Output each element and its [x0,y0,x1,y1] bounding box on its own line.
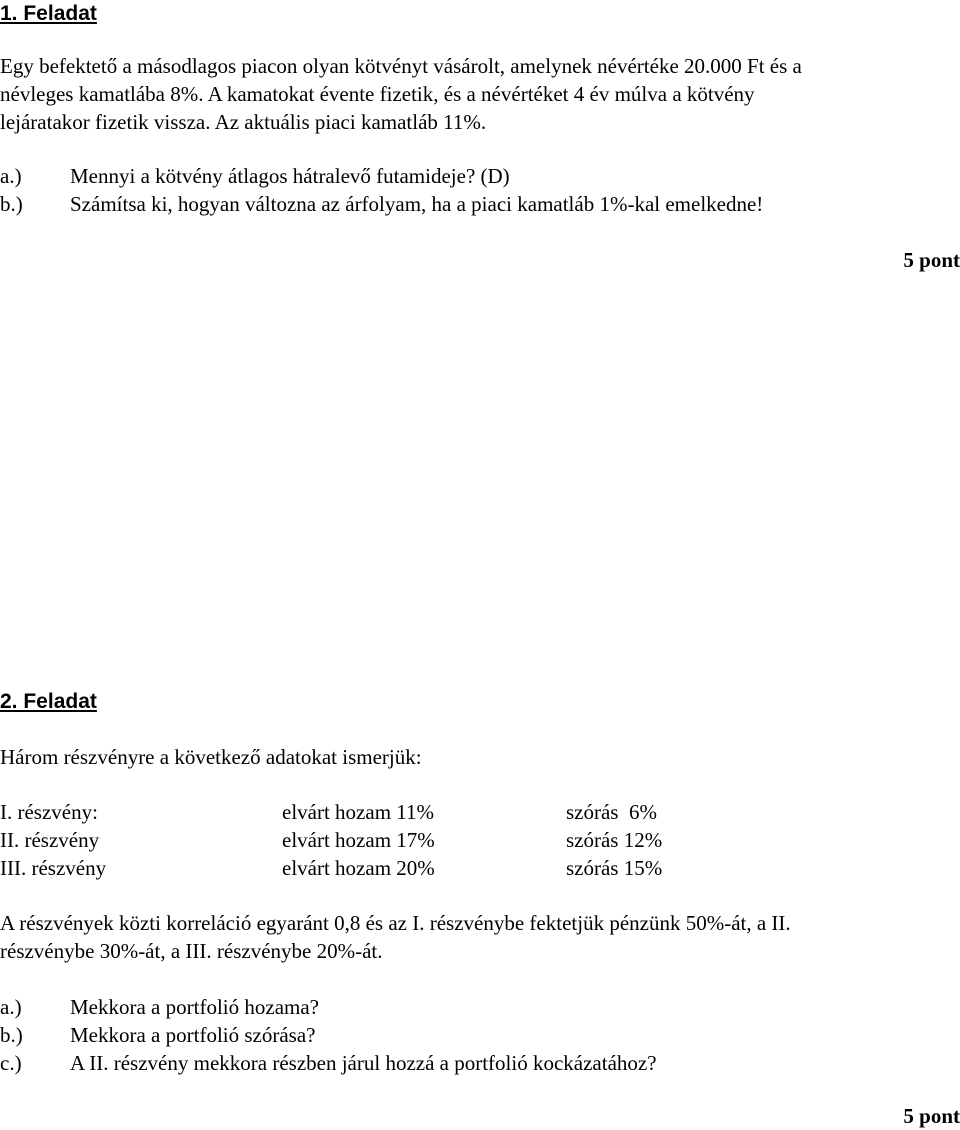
task2-points: 5 pont [903,1104,960,1128]
question-text: Mekkora a portfolió hozama? [70,995,319,1019]
question-text: A II. részvény mekkora részben járul hozzá a portfolió kockázatához? [70,1051,657,1075]
task2-correlation-line-2: részvénybe 30%-át, a III. részvénybe 20%-át. [0,939,383,963]
task2-intro: Három részvényre a következő adatokat ismerjük: [0,745,422,769]
stock-name: II. részvény [0,828,100,852]
question-label: c.) [0,1051,22,1075]
task1-question-b [0,190,763,218]
question-text: Mekkora a portfolió szórása? [70,1023,316,1047]
task1-question-a [0,162,510,190]
task2-title: 2. Feladat [0,690,97,713]
stock-name: I. részvény: [0,800,98,824]
stock-name: III. részvény [0,856,107,880]
task1-intro-line-2: névleges kamatlába 8%. A kamatokat évente fizetik, és a névértéket 4 év múlva a kötvény [0,82,755,106]
task1-title: 1. Feladat [0,2,97,25]
task2-correlation-line-1: A részvények közti korreláció egyaránt 0,8 és az I. részvénybe fektetjük pénzünk 50%-át, a II. [0,911,791,935]
question-label: a.) [0,995,22,1019]
task2-question-a [0,993,319,1021]
stock-return: elvárt hozam 11% [282,800,434,824]
question-text: Mennyi a kötvény átlagos hátralevő futamideje? (D) [70,164,510,188]
stock-return: elvárt hozam 17% [282,828,435,852]
task1-intro-line-3: lejáratakor fizetik vissza. Az aktuális piaci kamatláb 11%. [0,110,487,134]
task2-question-c [0,1049,657,1077]
stock-return: elvárt hozam 20% [282,856,435,880]
question-label: b.) [0,1023,23,1047]
question-label: a.) [0,164,22,188]
task1-points: 5 pont [903,248,960,272]
stock-sd: szórás 6% [566,800,657,824]
stock-sd: szórás 12% [566,828,663,852]
task2-question-b [0,1021,316,1049]
task1-intro-line-1: Egy befektető a másodlagos piacon olyan kötvényt vásárolt, amelynek névértéke 20.000 Ft és a [0,54,802,78]
stock-sd: szórás 15% [566,856,663,880]
question-label: b.) [0,192,23,216]
question-text: Számítsa ki, hogyan változna az árfolyam, ha a piaci kamatláb 1%-kal emelkedne! [70,192,764,216]
